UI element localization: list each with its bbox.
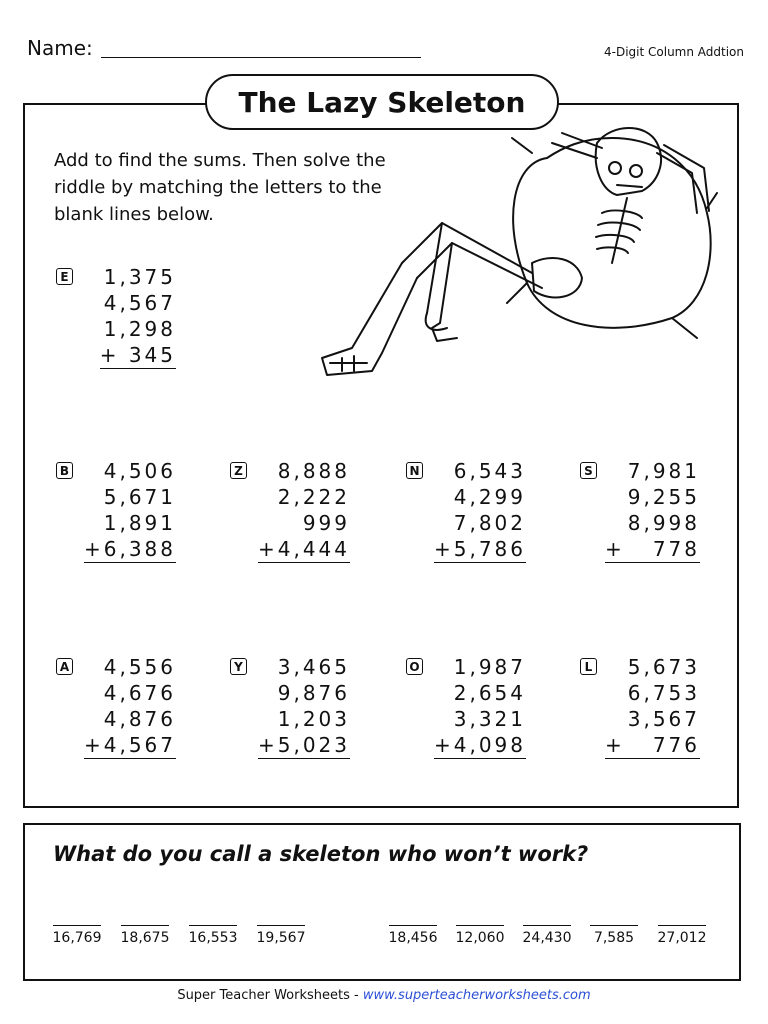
answer-value: 16,769 xyxy=(52,930,102,946)
answer-slot[interactable] xyxy=(187,925,239,946)
addends xyxy=(258,458,350,563)
addend: 1,298 xyxy=(103,317,176,341)
addend: 5,671 xyxy=(103,485,176,509)
problem-n xyxy=(406,458,526,568)
answer-blank[interactable] xyxy=(121,925,169,926)
addend: 6,543 xyxy=(453,459,526,483)
problem-o xyxy=(406,654,526,764)
skeleton-illustration xyxy=(312,113,722,403)
answer-blank[interactable] xyxy=(257,925,305,926)
answer-value: 18,456 xyxy=(388,930,438,946)
problem-letter: Y xyxy=(230,658,247,675)
addend: 2,654 xyxy=(453,681,526,705)
footer xyxy=(0,988,768,1003)
problem-b xyxy=(56,458,176,568)
answer-slot[interactable] xyxy=(255,925,307,946)
addend: 1,203 xyxy=(277,707,350,731)
addend-last: +4,567 xyxy=(83,733,176,757)
addend: 1,375 xyxy=(103,265,176,289)
answer-slot[interactable] xyxy=(387,925,439,946)
addend: 3,567 xyxy=(627,707,700,731)
addends xyxy=(434,654,526,759)
addend: 2,222 xyxy=(277,485,350,509)
addend: 9,255 xyxy=(627,485,700,509)
addend-last: + 776 xyxy=(604,733,700,757)
addend: 3,321 xyxy=(453,707,526,731)
answer-slot[interactable] xyxy=(51,925,103,946)
answer-value: 18,675 xyxy=(120,930,170,946)
addend-last: +4,098 xyxy=(433,733,526,757)
addend: 7,981 xyxy=(627,459,700,483)
page-title: The Lazy Skeleton xyxy=(205,74,559,130)
problem-y xyxy=(230,654,350,764)
addends xyxy=(100,264,176,369)
problem-letter: S xyxy=(580,462,597,479)
addend: 3,465 xyxy=(277,655,350,679)
addend: 999 xyxy=(302,511,350,535)
problem-letter: B xyxy=(56,462,73,479)
addend-last: + 778 xyxy=(604,537,700,561)
problem-e xyxy=(56,264,176,374)
problem-letter: O xyxy=(406,658,423,675)
answer-blank[interactable] xyxy=(456,925,504,926)
problem-z xyxy=(230,458,350,568)
answer-value: 27,012 xyxy=(657,930,707,946)
addend: 5,673 xyxy=(627,655,700,679)
addend: 8,998 xyxy=(627,511,700,535)
addends xyxy=(258,654,350,759)
answer-value: 7,585 xyxy=(593,930,635,946)
addends xyxy=(84,654,176,759)
addend: 6,753 xyxy=(627,681,700,705)
problem-l xyxy=(580,654,700,764)
answer-blank[interactable] xyxy=(53,925,101,926)
addend-last: +5,786 xyxy=(433,537,526,561)
addend: 4,567 xyxy=(103,291,176,315)
name-label: Name: xyxy=(27,36,93,60)
answer-value: 24,430 xyxy=(522,930,572,946)
addend: 9,876 xyxy=(277,681,350,705)
answer-blank[interactable] xyxy=(523,925,571,926)
problem-letter: A xyxy=(56,658,73,675)
addend-last: + 345 xyxy=(99,343,176,367)
answer-value: 16,553 xyxy=(188,930,238,946)
footer-site-link[interactable]: www.superteacherworksheets.com xyxy=(362,988,591,1003)
addend-last: +6,388 xyxy=(83,537,176,561)
answer-slot[interactable] xyxy=(588,925,640,946)
problem-letter: L xyxy=(580,658,597,675)
answer-value: 19,567 xyxy=(256,930,306,946)
addend: 4,299 xyxy=(453,485,526,509)
problem-letter: E xyxy=(56,268,73,285)
problem-a xyxy=(56,654,176,764)
addend: 4,556 xyxy=(103,655,176,679)
addend: 8,888 xyxy=(277,459,350,483)
problem-s xyxy=(580,458,700,568)
addend-last: +5,023 xyxy=(257,733,350,757)
addends xyxy=(84,458,176,563)
answer-blank[interactable] xyxy=(658,925,706,926)
subject-label: 4-Digit Column Addtion xyxy=(604,45,744,59)
addend: 4,676 xyxy=(103,681,176,705)
addends xyxy=(434,458,526,563)
answer-blank[interactable] xyxy=(189,925,237,926)
addend: 4,506 xyxy=(103,459,176,483)
answer-slot[interactable] xyxy=(454,925,506,946)
addend: 7,802 xyxy=(453,511,526,535)
answer-value: 12,060 xyxy=(455,930,505,946)
problem-letter: Z xyxy=(230,462,247,479)
addend-last: +4,444 xyxy=(257,537,350,561)
answer-slot[interactable] xyxy=(521,925,573,946)
name-line[interactable] xyxy=(101,57,421,58)
answer-blank[interactable] xyxy=(590,925,638,926)
answer-blank[interactable] xyxy=(389,925,437,926)
addends xyxy=(605,458,700,563)
answer-slot[interactable] xyxy=(119,925,171,946)
addend: 4,876 xyxy=(103,707,176,731)
problem-letter: N xyxy=(406,462,423,479)
footer-brand: Super Teacher Worksheets - xyxy=(177,988,363,1003)
addend: 1,891 xyxy=(103,511,176,535)
addends xyxy=(605,654,700,759)
instructions: Add to find the sums. Then solve the riddle by matching the letters to the blank lines below. xyxy=(54,150,386,225)
addend: 1,987 xyxy=(453,655,526,679)
answer-slot[interactable] xyxy=(656,925,708,946)
riddle-question: What do you call a skeleton who won’t work? xyxy=(53,842,589,866)
